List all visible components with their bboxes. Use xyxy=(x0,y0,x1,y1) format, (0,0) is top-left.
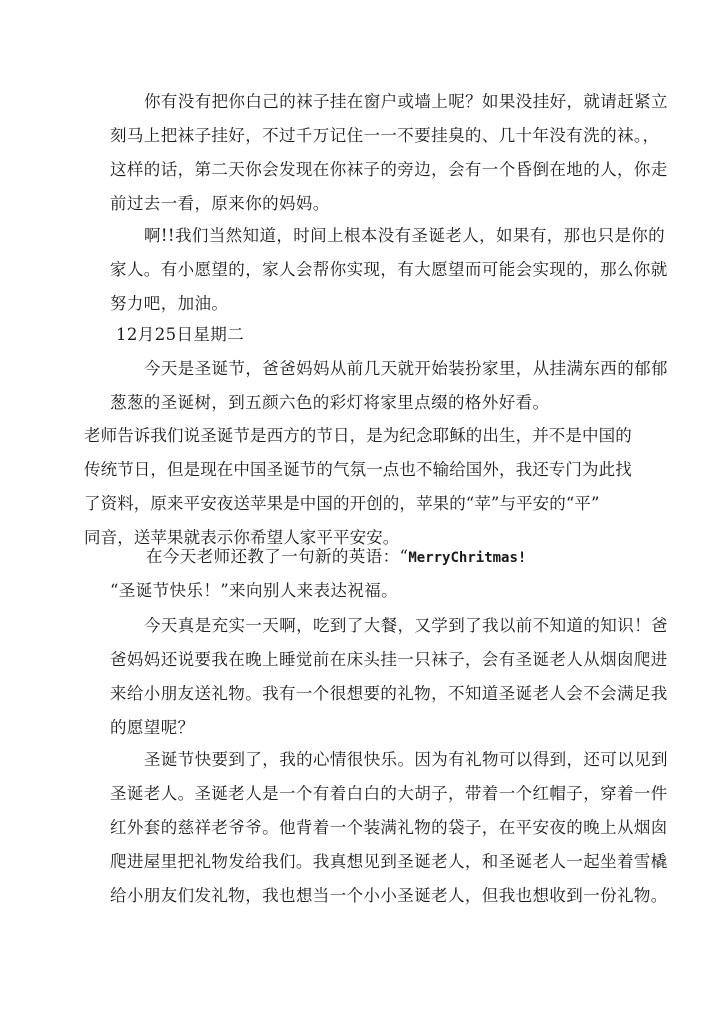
text-line: 红外套的慈祥老爷爷。他背着一个装满礼物的袋子，在平安夜的晚上从烟囱 xyxy=(110,818,668,837)
date-line: 12月25日星期二 xyxy=(116,325,245,344)
text-line: 葱葱的圣诞树，到五颜六色的彩灯将家里点缀的格外好看。 xyxy=(110,393,550,412)
text-line: 家人。有小愿望的，家人会帮你实现，有大愿望而可能会实现的，那么你就 xyxy=(110,260,668,279)
text-line: 爬进屋里把礼物发给我们。我真想见到圣诞老人，和圣诞老人一起坐着雪橇 xyxy=(110,852,668,871)
text-line: 爸妈妈还说要我在晚上睡觉前在床头挂一只袜子，会有圣诞老人从烟囱爬进 xyxy=(110,650,668,669)
text-line: 老师告诉我们说圣诞节是西方的节日，是为纪念耶稣的出生，并不是中国的 xyxy=(84,426,632,445)
text-line: 来给小朋友送礼物。我有一个很想要的礼物，不知道圣诞老人会不会满足我 xyxy=(110,684,668,703)
paragraph-teacher xyxy=(84,419,632,555)
text-line: 前过去一看，原来你的妈妈。 xyxy=(110,194,330,213)
date-heading xyxy=(110,318,610,352)
text-line: “圣诞节快乐！”来向别人来表达祝福。 xyxy=(110,581,399,600)
paragraph-no-santa xyxy=(110,219,668,321)
paragraph-santa-description xyxy=(110,743,668,913)
text-line: 这样的话，第二天你会发现在你袜子的旁边，会有一个昏倒在地的人，你走 xyxy=(110,160,668,179)
text-line: 传统节日，但是现在中国圣诞节的气氛一点也不输给国外，我还专门为此找 xyxy=(84,460,632,479)
text-line: 你有没有把你白己的袜子挂在窗户或墙上呢？如果没挂好，就请赶紧立 xyxy=(144,92,668,111)
text-line xyxy=(110,540,610,574)
text-line: 了资料，原来平安夜送苹果是中国的开创的，苹果的“苹”与平安的“平” xyxy=(84,494,600,513)
english-intro: 在今天老师还教了一句新的英语：“ xyxy=(146,547,409,566)
text-line: 今天真是充实一天啊，吃到了大餐，又学到了我以前不知道的知识！爸 xyxy=(144,616,668,635)
text-line: 圣诞老人。圣诞老人是一个有着白白的大胡子，带着一个红帽子，穿着一件 xyxy=(110,784,668,803)
text-line: 刻马上把袜子挂好，不过千万记住一一不要挂臭的、几十年没有洗的袜。， xyxy=(110,126,660,145)
text-line: 给小朋友们发礼物，我也想当一个小小圣诞老人，但我也想收到一份礼物。 xyxy=(110,886,668,905)
paragraph-stockings xyxy=(110,85,668,221)
text-line: 圣诞节快要到了，我的心情很快乐。因为有礼物可以得到，还可以见到 xyxy=(144,750,668,769)
paragraph-fulfilling-day xyxy=(110,609,668,745)
paragraph-christmas-day xyxy=(110,352,668,420)
text-line: 的愿望呢？ xyxy=(110,718,195,737)
text-line: 今天是圣诞节，爸爸妈妈从前几天就开始装扮家里，从挂满东西的郁郁 xyxy=(144,359,668,378)
text-line: 同音，送苹果就表示你希望人家平平安安。 xyxy=(84,528,400,547)
text-line: 努力吧，加油。 xyxy=(110,294,229,313)
paragraph-english xyxy=(110,540,610,608)
text-line: 啊!!我们当然知道，时间上根本没有圣诞老人，如果有，那也只是你的 xyxy=(144,226,666,245)
english-phrase: MerryChritmas! xyxy=(408,550,527,566)
